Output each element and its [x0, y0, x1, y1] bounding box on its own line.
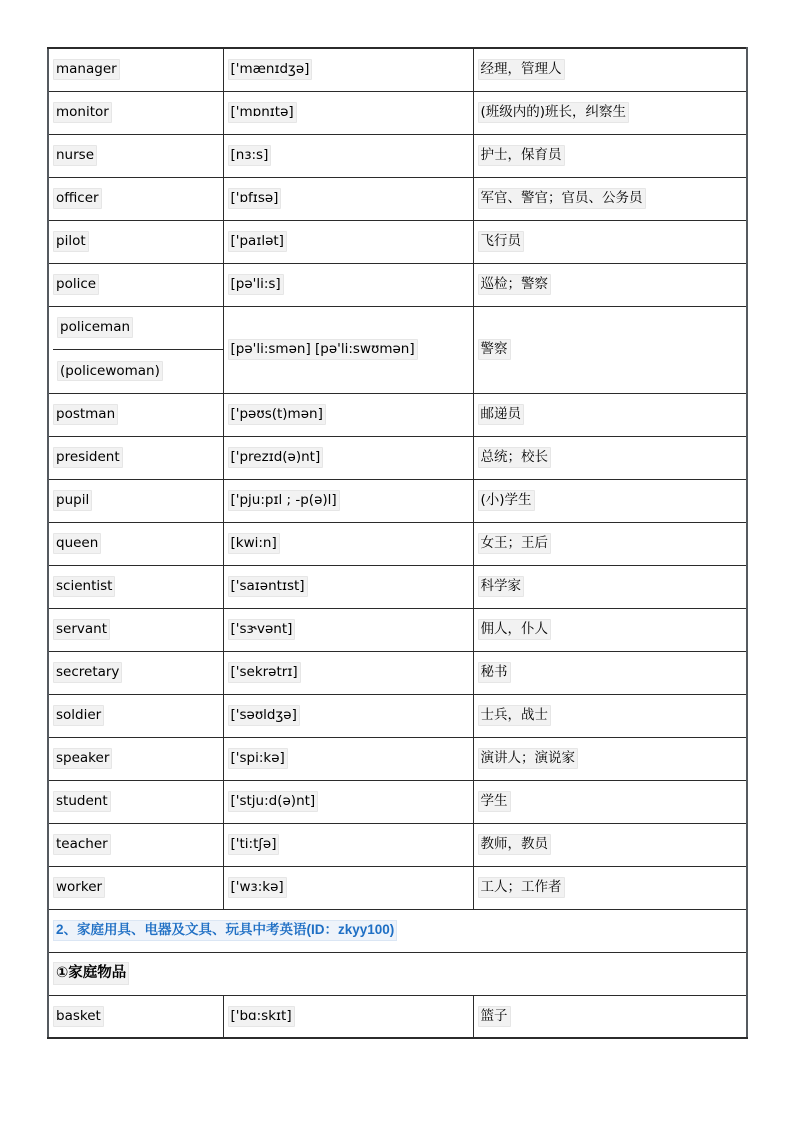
pronunciation-text: ['wɜ:kə]: [228, 877, 287, 898]
translation-cell: [473, 608, 747, 651]
word-cell: [48, 220, 223, 263]
subsection-heading-cell: [48, 952, 747, 995]
pronunciation-text: ['pəʊs(t)mən]: [228, 404, 326, 425]
pronunciation-text: ['paɪlət]: [228, 231, 287, 252]
translation-cell: [473, 134, 747, 177]
pronunciation-text: ['bɑ:skɪt]: [228, 1006, 295, 1027]
translation-cell: [473, 220, 747, 263]
word-text: basket: [53, 1006, 104, 1027]
translation-cell: [473, 565, 747, 608]
subsection-heading-text: ①家庭物品: [53, 962, 129, 984]
pronunciation-cell: [223, 306, 473, 393]
word-cell: [48, 91, 223, 134]
pronunciation-cell: [223, 737, 473, 780]
pronunciation-cell: [223, 866, 473, 909]
translation-cell: [473, 91, 747, 134]
pronunciation-cell: [223, 436, 473, 479]
word-text: scientist: [53, 576, 115, 597]
translation-text: 秘书: [478, 662, 511, 683]
translation-text: 护士，保育员: [478, 145, 565, 166]
table-row: [48, 995, 747, 1038]
pronunciation-text: ['mɒnɪtə]: [228, 102, 297, 123]
pronunciation-text: [nɜ:s]: [228, 145, 272, 166]
word-text: manager: [53, 59, 120, 80]
word-text: student: [53, 791, 111, 812]
word-text: pilot: [53, 231, 89, 252]
word-cell: [48, 780, 223, 823]
word-text: worker: [53, 877, 105, 898]
word-cell: [48, 393, 223, 436]
translation-cell: [473, 48, 747, 91]
translation-text: 警察: [478, 339, 511, 360]
word-cell: [48, 651, 223, 694]
word-text: soldier: [53, 705, 104, 726]
translation-cell: [473, 479, 747, 522]
word-text: officer: [53, 188, 102, 209]
word-text: queen: [53, 533, 101, 554]
pronunciation-cell: [223, 694, 473, 737]
pronunciation-cell: [223, 48, 473, 91]
word-cell-bottom: [53, 350, 223, 393]
word-cell: [48, 522, 223, 565]
word-text: monitor: [53, 102, 112, 123]
word-text: secretary: [53, 662, 122, 683]
translation-text: (小)学生: [478, 490, 535, 511]
pronunciation-cell: [223, 565, 473, 608]
pronunciation-cell: [223, 220, 473, 263]
table-row: [48, 134, 747, 177]
word-cell: [48, 48, 223, 91]
section-heading-text[interactable]: 2、家庭用具、电器及文具、玩具中考英语(ID：zkyy100): [53, 920, 397, 941]
table-row: [48, 91, 747, 134]
word-text: policeman: [57, 317, 133, 338]
word-text: speaker: [53, 748, 112, 769]
table-row: [48, 651, 747, 694]
pronunciation-text: ['saɪəntɪst]: [228, 576, 308, 597]
pronunciation-cell: [223, 393, 473, 436]
word-cell: [48, 263, 223, 306]
translation-cell: [473, 306, 747, 393]
section-heading-row: [48, 909, 747, 952]
pronunciation-text: ['prezɪd(ə)nt]: [228, 447, 324, 468]
pronunciation-text: ['mænɪdʒə]: [228, 59, 313, 80]
pronunciation-text: ['pju:pɪl ; -p(ə)l]: [228, 490, 340, 511]
translation-cell: [473, 737, 747, 780]
table-row: [48, 48, 747, 91]
pronunciation-cell: [223, 995, 473, 1038]
document-page: [47, 47, 746, 1039]
translation-cell: [473, 694, 747, 737]
word-cell: [48, 995, 223, 1038]
pronunciation-cell: [223, 780, 473, 823]
pronunciation-cell: [223, 479, 473, 522]
translation-text: 邮递员: [478, 404, 525, 425]
vocabulary-table: [47, 47, 748, 1039]
table-row: [48, 608, 747, 651]
translation-cell: [473, 866, 747, 909]
table-row: [48, 780, 747, 823]
pronunciation-cell: [223, 651, 473, 694]
table-row: [48, 522, 747, 565]
pronunciation-text: [kwi:n]: [228, 533, 280, 554]
table-row: [48, 694, 747, 737]
translation-text: 教师，教员: [478, 834, 552, 855]
translation-cell: [473, 651, 747, 694]
translation-text: 经理，管理人: [478, 59, 565, 80]
word-text: postman: [53, 404, 118, 425]
translation-text: 女王；王后: [478, 533, 552, 554]
word-text: teacher: [53, 834, 111, 855]
translation-text: 士兵，战士: [478, 705, 552, 726]
translation-text: 佣人，仆人: [478, 619, 552, 640]
pronunciation-cell: [223, 522, 473, 565]
vocabulary-table-body: [48, 48, 747, 1038]
pronunciation-text: ['sekrətrɪ]: [228, 662, 301, 683]
pronunciation-cell: [223, 134, 473, 177]
translation-text: 科学家: [478, 576, 525, 597]
pronunciation-text: ['ti:tʃə]: [228, 834, 280, 855]
table-row: [48, 737, 747, 780]
translation-cell: [473, 263, 747, 306]
table-row: [48, 177, 747, 220]
translation-text: 总统；校长: [478, 447, 552, 468]
word-text: servant: [53, 619, 110, 640]
translation-text: 军官、警官；官员、公务员: [478, 188, 646, 209]
translation-cell: [473, 995, 747, 1038]
word-text: pupil: [53, 490, 92, 511]
pronunciation-text: [pə'li:s]: [228, 274, 284, 295]
pronunciation-text: ['spi:kə]: [228, 748, 288, 769]
table-row: [48, 479, 747, 522]
table-row: [48, 263, 747, 306]
translation-cell: [473, 436, 747, 479]
word-cell: [48, 694, 223, 737]
word-cell: [48, 177, 223, 220]
word-cell: [48, 565, 223, 608]
pronunciation-text: ['sɝvənt]: [228, 619, 296, 640]
word-cell: [48, 479, 223, 522]
translation-text: 巡检；警察: [478, 274, 552, 295]
word-text: president: [53, 447, 123, 468]
pronunciation-text: [pə'li:smən] [pə'li:swʊmən]: [228, 339, 418, 360]
pronunciation-text: ['səʊldʒə]: [228, 705, 300, 726]
translation-cell: [473, 780, 747, 823]
translation-cell: [473, 823, 747, 866]
word-cell: [48, 134, 223, 177]
word-cell-top: [53, 307, 223, 350]
word-cell-split: [48, 306, 223, 393]
pronunciation-text: ['stju:d(ə)nt]: [228, 791, 319, 812]
translation-text: 篮子: [478, 1006, 511, 1027]
pronunciation-cell: [223, 91, 473, 134]
word-cell: [48, 436, 223, 479]
translation-cell: [473, 393, 747, 436]
translation-text: 演讲人；演说家: [478, 748, 579, 769]
table-row-policeman: [48, 306, 747, 393]
word-cell: [48, 737, 223, 780]
pronunciation-cell: [223, 608, 473, 651]
translation-cell: [473, 177, 747, 220]
pronunciation-cell: [223, 263, 473, 306]
pronunciation-cell: [223, 177, 473, 220]
subsection-heading-row: [48, 952, 747, 995]
pronunciation-text: ['ɒfɪsə]: [228, 188, 282, 209]
table-row: [48, 393, 747, 436]
table-row: [48, 823, 747, 866]
translation-text: 学生: [478, 791, 511, 812]
word-text: police: [53, 274, 99, 295]
table-row: [48, 866, 747, 909]
section-heading-cell: [48, 909, 747, 952]
table-row: [48, 565, 747, 608]
translation-cell: [473, 522, 747, 565]
table-row: [48, 436, 747, 479]
table-row: [48, 220, 747, 263]
translation-text: (班级内的)班长，纠察生: [478, 102, 630, 123]
translation-text: 工人；工作者: [478, 877, 565, 898]
translation-text: 飞行员: [478, 231, 525, 252]
word-text: nurse: [53, 145, 97, 166]
word-cell: [48, 823, 223, 866]
pronunciation-cell: [223, 823, 473, 866]
word-cell: [48, 866, 223, 909]
word-text-alt: (policewoman): [57, 361, 163, 382]
word-cell: [48, 608, 223, 651]
